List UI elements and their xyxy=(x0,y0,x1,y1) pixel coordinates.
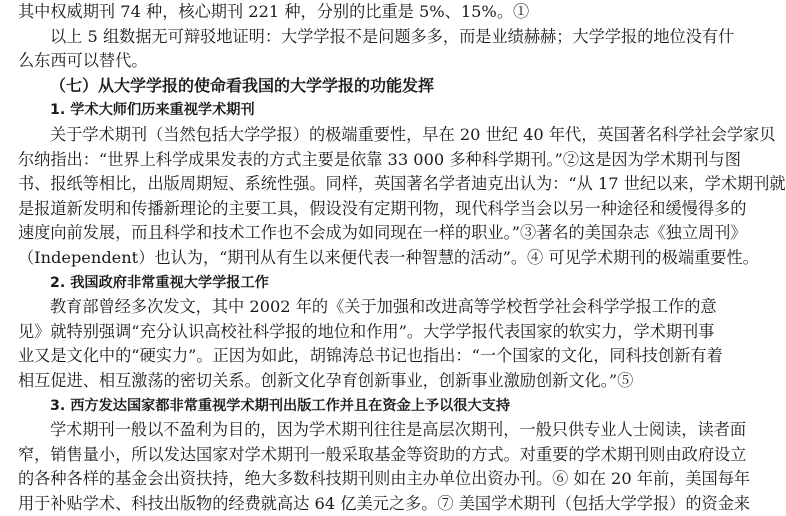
section-heading: （七）从大学学报的使命看我国的大学学报的功能发挥 xyxy=(50,75,435,95)
paragraph-line: 速度向前发展，而且科学和技术工作也不会成为如同现在一样的职业。”③著名的美国杂志《独立周刊》 xyxy=(18,223,747,243)
subsection-heading: 1. 学术大师们历来重视学术期刊 xyxy=(50,102,255,119)
paragraph-line: 教育部曾经多次发文，其中 2002 年的《关于加强和改进高等学校哲学社会科学学报工作的意 xyxy=(50,297,717,317)
paragraph-line: 其中权威期刊 74 种，核心期刊 221 种，分别的比重是 5%、15%。① xyxy=(18,2,530,21)
paragraph-line: （Independent）也认为，“期刊从有生以来便代表一种智慧的活动”。④ 可见学术期刊的极端重要性。 xyxy=(18,247,759,267)
document-page xyxy=(18,0,786,516)
paragraph-line: 的各种各样的基金会出资扶持，绝大多数科技期刊则由主办单位出资办刊。⑥ 如在 20 年前，美国每年 xyxy=(18,469,751,489)
paragraph-line: 见》就特别强调“充分认识高校社科学报的地位和作用”。大学学报代表国家的软实力，学术期刊事 xyxy=(18,321,715,341)
paragraph-line: 以上 5 组数据无可辩驳地证明：大学学报不是问题多多，而是业绩赫赫；大学学报的地位没有什 xyxy=(50,26,735,46)
paragraph-line: 是报道新发明和传播新理论的主要工具，假设没有定期刊物，现代科学当会以另一种途径和缓慢得多的 xyxy=(18,198,747,218)
paragraph-line: 相互促进、相互激荡的密切关系。创新文化孕育创新事业，创新事业激励创新文化。”⑤ xyxy=(18,370,634,390)
paragraph-line: 业又是文化中的“硬实力”。正因为如此，胡锦涛总书记也指出：“一个国家的文化，同科技创新有着 xyxy=(18,346,723,366)
paragraph-line: 么东西可以替代。 xyxy=(18,51,148,71)
paragraph-line: 尔纳指出：“世界上科学成果发表的方式主要是依靠 33 000 多种科学期刊。”②这是因为学术期刊与图 xyxy=(18,149,741,169)
paragraph-line: 窄，销售量小，所以发达国家对学术期刊一般采取基金等资助的方式。对重要的学术期刊则由政府设立 xyxy=(18,444,747,464)
paragraph-line: 关于学术期刊（当然包括大学学报）的极端重要性，早在 20 世纪 40 年代，英国著名科学社会学家贝 xyxy=(50,124,776,144)
paragraph-line: 书、报纸等相比，出版周期短、系统性强。同样，英国著名学者迪克出认为：“从 17 世纪以来，学术期刊就 xyxy=(18,174,786,194)
paragraph-line: 学术期刊一般以不盈利为目的，因为学术期刊往往是高层次期刊，一般只供专业人士阅读，读者面 xyxy=(50,420,747,440)
subsection-heading: 2. 我国政府非常重视大学学报工作 xyxy=(50,274,269,291)
paragraph-line: 用于补贴学术、科技出版物的经费就高达 64 亿美元之多。⑦ 美国学术期刊（包括大学学报）的资金来 xyxy=(18,493,751,513)
subsection-heading: 3. 西方发达国家都非常重视学术期刊出版工作并且在资金上予以很大支持 xyxy=(50,397,511,414)
